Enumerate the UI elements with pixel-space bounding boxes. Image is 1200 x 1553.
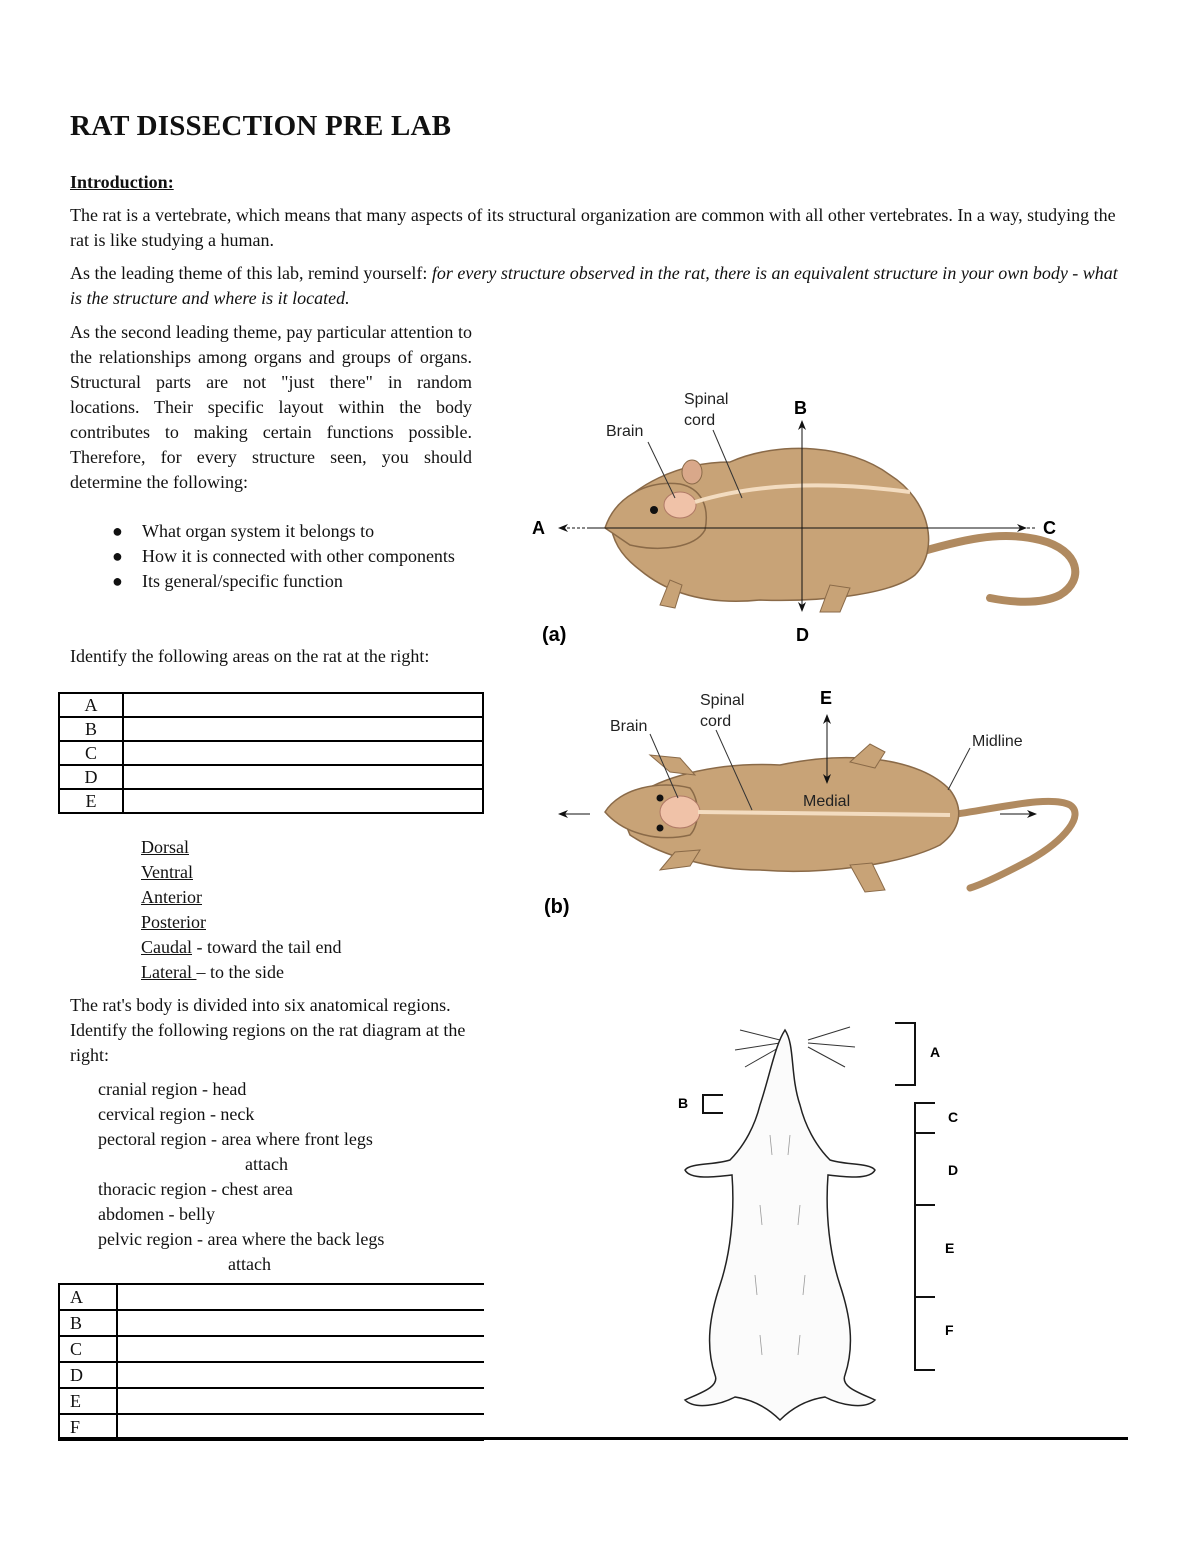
intro-paragraph-2-italic: for every structure observed in the rat, there is an equivalent structure in your own body - what is the structure and where is it located. (70, 263, 1118, 308)
label-spinal: Spinal (700, 692, 745, 709)
answer-cell[interactable] (123, 789, 483, 813)
table-row: F (59, 1414, 484, 1440)
list-item: attach (228, 1254, 271, 1274)
areas-table (58, 692, 484, 814)
table-row: A (59, 693, 483, 717)
table-row: B (59, 717, 483, 741)
intro-heading: Introduction: (70, 172, 174, 192)
term-lateral: Lateral – to the side (141, 962, 284, 982)
answer-cell[interactable] (123, 693, 483, 717)
table-row: A (59, 1285, 484, 1310)
list-item: attach (245, 1154, 288, 1174)
figure-a-side-view (520, 380, 1120, 650)
list-item: abdomen - belly (98, 1204, 215, 1224)
figure-c-regions (660, 1015, 990, 1425)
bottom-rule (58, 1437, 1128, 1440)
answer-cell[interactable] (117, 1362, 484, 1388)
label-cord: cord (684, 412, 716, 429)
term-ventral: Ventral (141, 862, 193, 882)
bracket-CF (915, 1103, 935, 1370)
figure-b-dorsal-view (520, 680, 1120, 925)
term-dorsal: Dorsal (141, 837, 189, 857)
brain-shape (664, 492, 696, 518)
regions-table (58, 1285, 484, 1441)
list-item: cervical region - neck (98, 1104, 255, 1124)
term-caudal: Caudal - toward the tail end (141, 937, 342, 957)
label-midline: Midline (972, 733, 1023, 750)
label-B: B (678, 1095, 689, 1111)
terms-list (141, 835, 341, 985)
regions-list (98, 1077, 478, 1277)
label-cord: cord (700, 713, 732, 730)
table-row: B (59, 1310, 484, 1336)
label-A: A (532, 518, 545, 538)
answer-cell[interactable] (117, 1336, 484, 1362)
label-E: E (945, 1240, 955, 1256)
brain-shape (660, 796, 700, 828)
bracket-A (895, 1023, 915, 1085)
list-item: cranial region - head (98, 1079, 247, 1099)
page-title: RAT DISSECTION PRE LAB (70, 110, 452, 142)
table-row: E (59, 1388, 484, 1414)
identify-areas-prompt: Identify the following areas on the rat at the right: (70, 646, 430, 666)
caption-b: (b) (544, 896, 570, 918)
label-C: C (948, 1109, 959, 1125)
list-item: pectoral region - area where front legs (98, 1129, 373, 1149)
answer-cell[interactable] (117, 1285, 484, 1310)
caption-a: (a) (542, 624, 567, 646)
list-item: thoracic region - chest area (98, 1179, 293, 1199)
term-anterior: Anterior (141, 887, 202, 907)
answer-cell[interactable] (123, 741, 483, 765)
intro-paragraph-1: The rat is a vertebrate, which means that many aspects of its structural organization are common with all other vertebrates. In a way, studying the rat is like studying a human. (70, 205, 1116, 250)
table-row: E (59, 789, 483, 813)
label-D: D (796, 625, 809, 645)
label-E: E (820, 688, 833, 708)
answer-cell[interactable] (123, 765, 483, 789)
table-row: D (59, 765, 483, 789)
list-item: pelvic region - area where the back legs (98, 1229, 385, 1249)
label-spinal: Spinal (684, 391, 729, 408)
intro-paragraph-2-lead: As the leading theme of this lab, remind yourself: (70, 263, 432, 283)
list-item: ● How it is connected with other components (112, 546, 455, 566)
list-item: ● What organ system it belongs to (112, 521, 375, 541)
label-medial: Medial (803, 793, 851, 810)
label-C: C (1043, 518, 1056, 538)
label-F: F (945, 1322, 954, 1338)
label-D: D (948, 1162, 959, 1178)
rat-ear (682, 460, 702, 484)
table-row: D (59, 1362, 484, 1388)
bullet-list (70, 519, 470, 594)
label-B: B (794, 398, 807, 418)
table-row: C (59, 1336, 484, 1362)
answer-cell[interactable] (117, 1388, 484, 1414)
intro-paragraph-2 (70, 261, 1130, 311)
label-A: A (930, 1044, 941, 1060)
rat-tail (910, 536, 1075, 602)
list-item: ● Its general/specific function (112, 571, 343, 591)
label-brain: Brain (610, 718, 648, 735)
label-brain: Brain (606, 423, 644, 440)
answer-cell[interactable] (123, 717, 483, 741)
answer-cell[interactable] (117, 1310, 484, 1336)
rat-head (605, 483, 706, 548)
rat-ventral-outline (685, 1030, 875, 1420)
bracket-B (703, 1095, 723, 1113)
regions-prompt: The rat's body is divided into six anatomical regions. Identify the following regions on the rat diagram at the right: (70, 995, 466, 1065)
table-row: C (59, 741, 483, 765)
intro-paragraph-3: As the second leading theme, pay particular attention to the relationships among organs and groups of organs. Structural parts are not "just there" in random locations. Their specific layout within the body contributes to making certain functions possible. Therefore, for every structure seen, you should determine the following: (70, 322, 472, 492)
term-posterior: Posterior (141, 912, 206, 932)
rat-eye (650, 506, 658, 514)
